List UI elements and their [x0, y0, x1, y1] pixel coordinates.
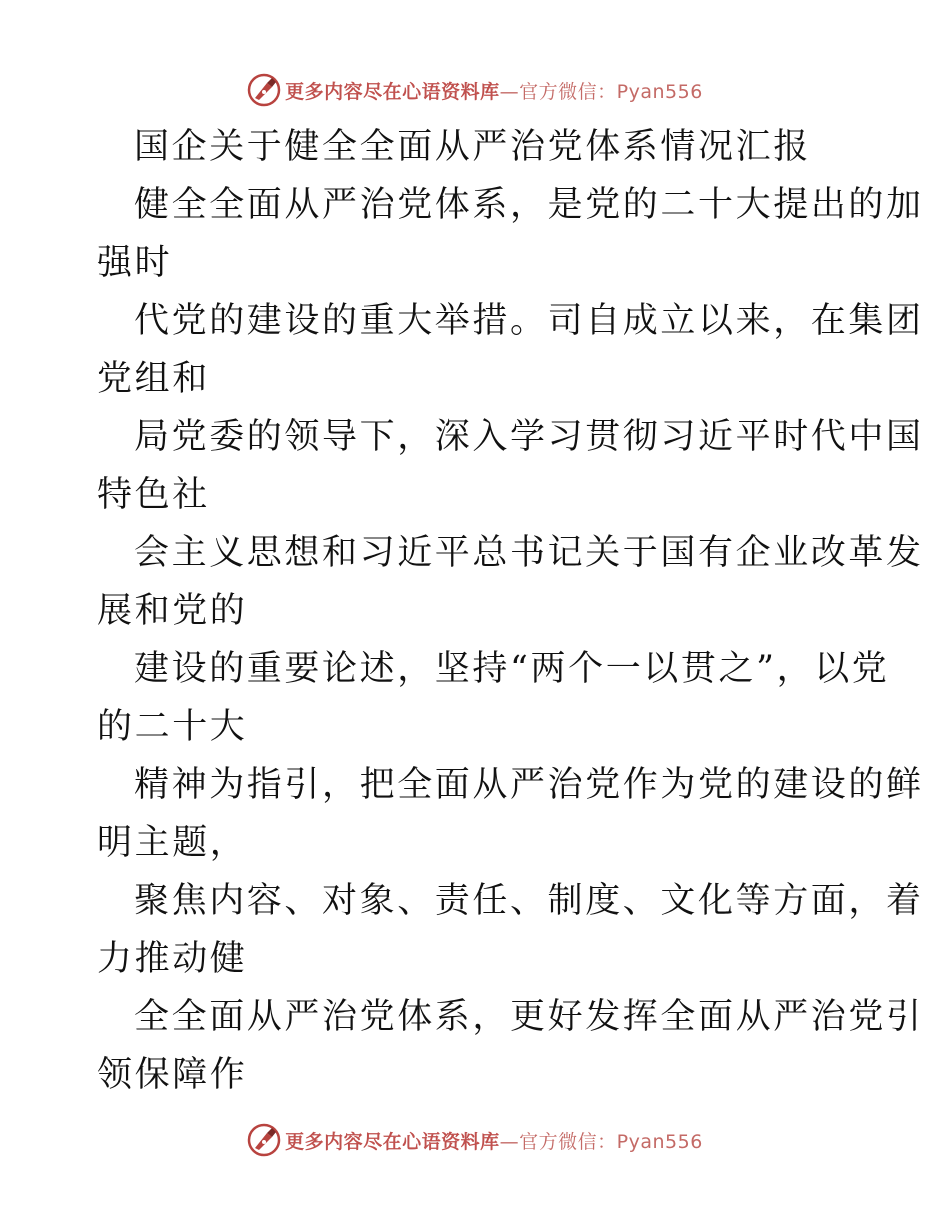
- header-banner-text: [285, 77, 703, 104]
- paragraph-line: 局党委的领导下，深入学习贯彻习近平时代中国: [134, 417, 924, 457]
- header-banner-rest: —官方微信：Pyan556: [499, 80, 703, 103]
- header-banner-main: 更多内容尽在心语资料库: [285, 80, 500, 103]
- paragraph-line: 党组和: [97, 359, 210, 399]
- paragraph-line: 建设的重要论述，坚持“两个一以贯之”，以党: [134, 649, 890, 689]
- paragraph-line: 全全面从严治党体系，更好发挥全面从严治党引: [134, 997, 924, 1037]
- paragraph-line: 力推动健: [97, 939, 248, 979]
- paragraph-line: 健全全面从严治党体系，是党的二十大提出的加: [134, 185, 924, 225]
- paragraph-line: 代党的建设的重大举措。司自成立以来，在集团: [134, 301, 924, 341]
- paragraph-line: 的二十大: [97, 707, 248, 747]
- pen-nib-logo-icon: [247, 1123, 281, 1157]
- footer-banner-main: 更多内容尽在心语资料库: [285, 1130, 500, 1153]
- header-banner: [0, 70, 950, 110]
- pen-nib-logo-icon: [247, 73, 281, 107]
- footer-banner-text: [285, 1127, 703, 1154]
- paragraph-line: 精神为指引，把全面从严治党作为党的建设的鲜: [134, 765, 924, 805]
- paragraph-line: 明主题，: [97, 823, 248, 863]
- paragraph-line: 会主义思想和习近平总书记关于国有企业改革发: [134, 533, 924, 573]
- paragraph-line: 聚焦内容、对象、责任、制度、文化等方面，着: [134, 881, 924, 921]
- paragraph-line: 特色社: [97, 475, 210, 515]
- paragraph-line: 强时: [97, 243, 173, 283]
- paragraph-line: 领保障作: [97, 1055, 248, 1095]
- document-title: 国企关于健全全面从严治党体系情况汇报: [134, 127, 811, 167]
- footer-banner: [0, 1120, 950, 1160]
- paragraph-line: 展和党的: [97, 591, 248, 631]
- footer-banner-rest: —官方微信：Pyan556: [499, 1130, 703, 1153]
